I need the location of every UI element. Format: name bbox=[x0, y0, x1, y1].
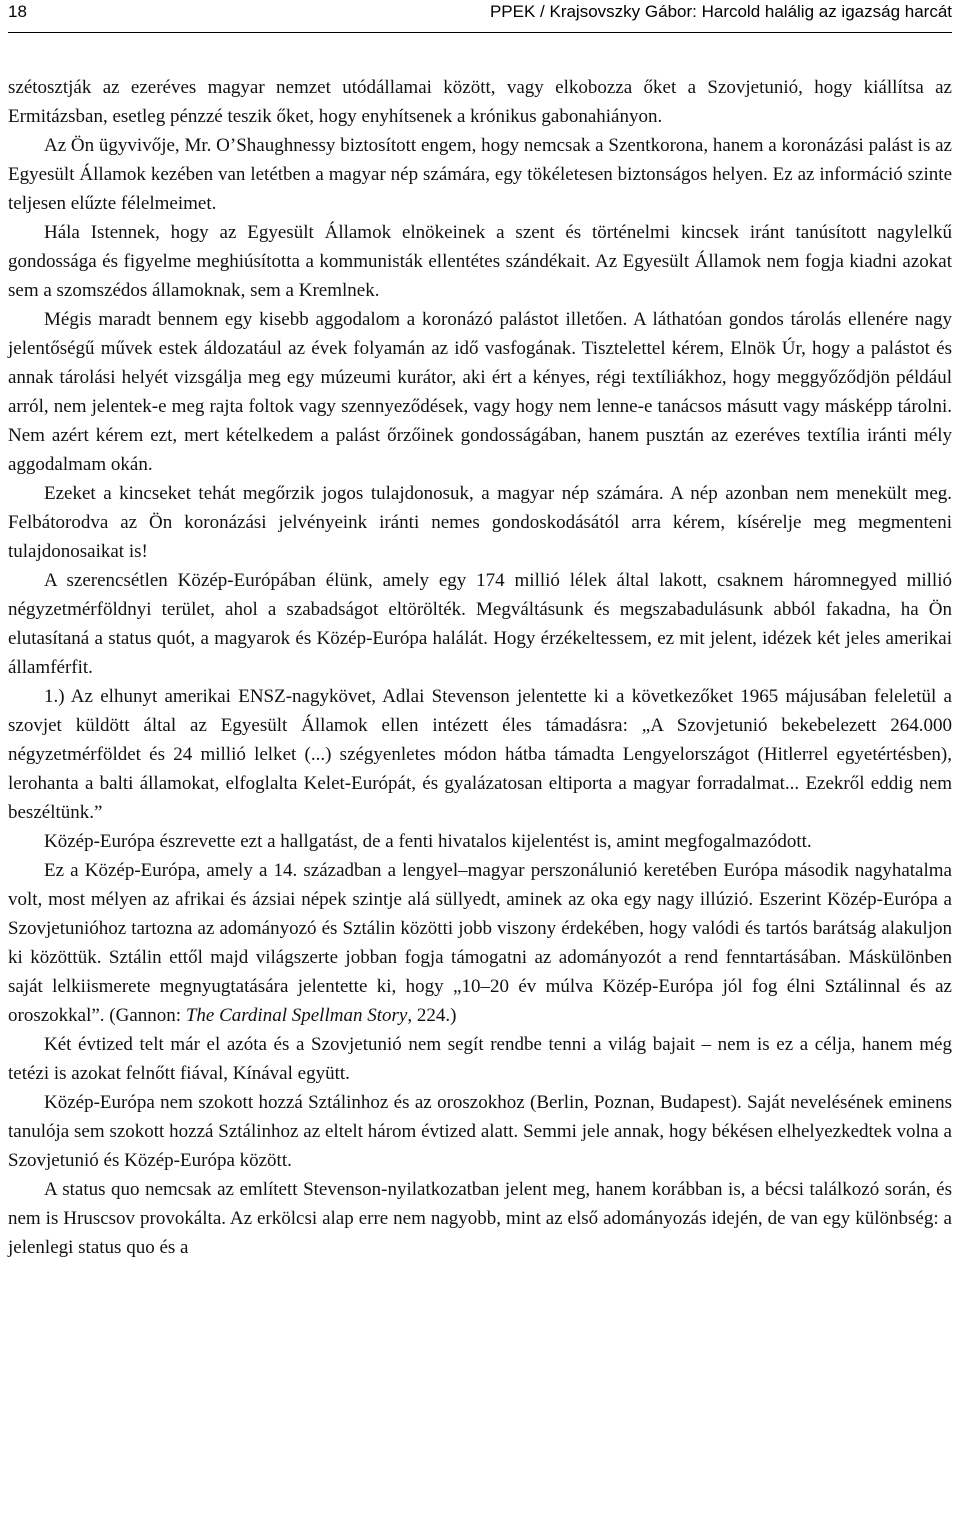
paragraph-4: Mégis maradt bennem egy kisebb aggodalom a koronázó palástot illetően. A láthatóan gondos tárolás ellenére nagy jelentőségű művek estek áldozatául az évek folyamán az idő vasfogának. Tisztelettel kérem, Elnök Úr, hogy a palástot és annak tárolási helyét vizsgálja meg egy múzeumi kurátor, aki ért a kényes, régi textíliákhoz, hogy meggyőződjön például arról, nem jelentek-e meg rajta foltok vagy szennyeződések, vagy hogy nem lenne-e tanácsos másutt vagy másképp tárolni. Nem azért kérem ezt, mert kételkedem a palást őrzőinek gondosságában, hanem pusztán az ezeréves textília iránti mély aggodalmam okán. bbox=[8, 309, 952, 475]
page-number: 18 bbox=[8, 2, 27, 21]
paragraph-10: Két évtized telt már el azóta és a Szovjetunió nem segít rendbe tenni a világ bajait – nem is ez a célja, hanem még tetézi is azokat felnőtt fiával, Kínával együtt. bbox=[8, 1034, 952, 1084]
paragraph-6: A szerencsétlen Közép-Európában élünk, amely egy 174 millió lélek által lakott, csaknem háromnegyed millió négyzetmérföldnyi terület, ahol a szabadságot eltörölték. Megváltásunk és megszabadulásunk abból fakadna, ha Ön elutasítaná a status quót, a magyarok és Közép-Európa halálát. Hogy érzékeltessem, ez mit jelent, idézek két jeles amerikai államférfit. bbox=[8, 570, 952, 678]
paragraph-11: Közép-Európa nem szokott hozzá Sztálinhoz és az oroszokhoz (Berlin, Poznan, Budapest). Saját nevelésének eminens tanulója sem szokott hozzá Sztálinhoz az eltelt három évtized alatt. Semmi jele annak, hogy békésen elhelyezkedtek volna a Szovjetunió és Közép-Európa között. bbox=[8, 1092, 952, 1171]
paragraph-8: Közép-Európa észrevette ezt a hallgatást, de a fenti hivatalos kijelentést is, amint megfogalmazódott. bbox=[44, 831, 812, 852]
body-text bbox=[8, 73, 952, 1262]
paragraph-3: Hála Istennek, hogy az Egyesült Államok elnökeinek a szent és történelmi kincsek iránt tanúsított nagylelkű gondossága és figyelme meghiúsította a kommunisták ellentétes szándékait. Az Egyesült Államok nem fogja kiadni azokat sem a szomszédos államoknak, sem a Kremlnek. bbox=[8, 222, 952, 301]
page-header bbox=[8, 0, 952, 33]
paragraph-9 bbox=[8, 856, 952, 1030]
paragraph-5: Ezeket a kincseket tehát megőrzik jogos tulajdonosuk, a magyar nép számára. A nép azonban nem menekült meg. Felbátorodva az Ön koronázási jelvényeink iránti nemes gondoskodásától arra kérem, kísérelje meg megmenteni tulajdonosaikat is! bbox=[8, 483, 952, 562]
paragraph-12: A status quo nemcsak az említett Stevenson-nyilatkozatban jelent meg, hanem korábban is, a bécsi találkozó során, és nem is Hruscsov provokálta. Az erkölcsi alap erre nem nagyobb, mint az első adományozás idején, de van egy különbség: a jelenlegi status quo és a bbox=[8, 1179, 952, 1258]
running-title: PPEK / Krajsovszky Gábor: Harcold halálig az igazság harcát bbox=[489, 2, 952, 21]
citation-title: The Cardinal Spellman Story bbox=[185, 1005, 408, 1026]
paragraph-7: 1.) Az elhunyt amerikai ENSZ-nagykövet, Adlai Stevenson jelentette ki a következőket 1965 májusában feleletül a szovjet küldött által az Egyesült Államok ellen intézett éles támadásra: „A Szovjetunió bekebelezett 264.000 négyzetmérföldet és 24 millió lelket (...) szégyenletes módon hátba támadta Lengyelországot (Hitlerrel egyetértésben), lerohanta a balti államokat, elfoglalta Kelet-Európát, és gyalázatosan eltiporta a magyar forradalmat... Ezekről eddig nem beszéltünk.” bbox=[8, 686, 952, 823]
paragraph-2: Az Ön ügyvivője, Mr. O’Shaughnessy biztosított engem, hogy nemcsak a Szentkorona, hanem a koronázási palást is az Egyesült Államok kezében van letétben a magyar nép számára, egy tökéletesen biztonságos helyen. Ez az információ szinte teljesen elűzte félelmeimet. bbox=[8, 135, 952, 214]
paragraph-9-text: Ez a Közép-Európa, amely a 14. században a lengyel–magyar perszonálunió keretében Európa második nagyhatalma volt, most mélyen az afrikai és ázsiai népek szintje alá süllyedt, aminek az oka egy nagy illúzió. Eszerint Közép-Európa a Szovjetunióhoz tartozna az adományozó és Sztálin közötti jobb viszony érdekében, hogy valódi és tartós barátság alakuljon ki közöttük. Sztálin ettől majd világszerte jobban fogja támogatni az adományozót a rend fenntartásában. Máskülönben saját lelkiismerete megnyugtatására jelentette ki, hogy „10–20 év múlva Közép-Európa jól fog élni Sztálinnal és az oroszokkal”. (Gannon: bbox=[8, 860, 952, 1026]
citation-after: , 224.) bbox=[407, 1005, 457, 1026]
paragraph-1: szétosztják az ezeréves magyar nemzet utódállamai között, vagy elkobozza őket a Szovjetunió, hogy kiállítsa az Ermitázsban, esetleg pénzzé teszik őket, hogy enyhítsenek a krónikus gabonahiányon. bbox=[8, 77, 952, 127]
